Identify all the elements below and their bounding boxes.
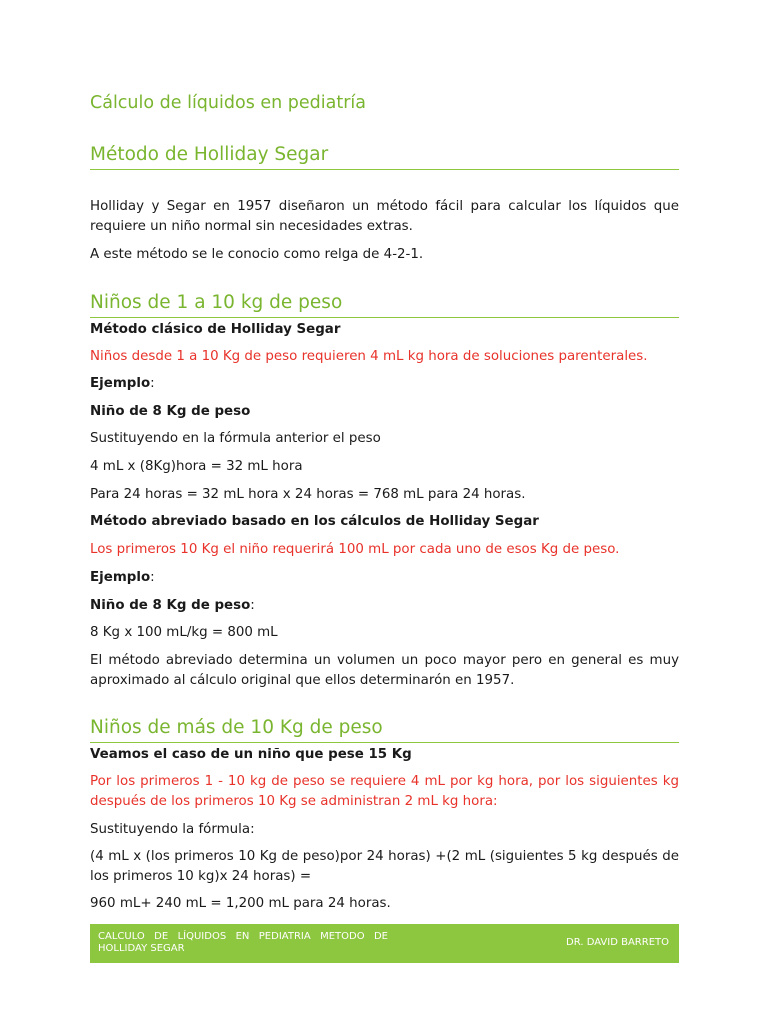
abbreviated-method-rule: Los primeros 10 Kg el niño requerirá 100 mL por cada uno de esos Kg de peso.: [90, 542, 620, 557]
abbreviated-method-title: Método abreviado basado en los cálculos de Holliday Segar: [90, 514, 539, 529]
over-10-kg-rule: Por los primeros 1 - 10 kg de peso se requiere 4 mL por kg hora, por los siguientes kg después de los primeros 10 Kg se administran 2 mL kg hora:: [90, 774, 679, 809]
example-step-3: Para 24 horas = 32 mL hora x 24 horas = 768 mL para 24 horas.: [90, 487, 526, 502]
section-heading-1-to-10-kg: Niños de 1 a 10 kg de peso: [90, 291, 679, 318]
case-15-kg-title: Veamos el caso de un niño que pese 15 Kg: [90, 747, 412, 762]
example-case-1: Niño de 8 Kg de peso: [90, 404, 251, 419]
example-label-text: Ejemplo: [90, 376, 151, 391]
page-footer: [90, 924, 679, 963]
example-label-2: Ejemplo:: [90, 570, 155, 585]
footer-author: DR. DAVID BARRETO: [566, 937, 669, 948]
section-heading-over-10-kg: Niños de más de 10 Kg de peso: [90, 716, 679, 743]
example-case-2: Niño de 8 Kg de peso:: [90, 598, 255, 613]
footer-document-title: CALCULO DE LÍQUIDOS EN PEDIATRIA METODO DE HOLLIDAY SEGAR: [98, 931, 388, 954]
example-label-1: Ejemplo:: [90, 376, 155, 391]
abbreviated-calculation: 8 Kg x 100 mL/kg = 800 mL: [90, 625, 278, 640]
formula-intro: Sustituyendo la fórmula:: [90, 822, 255, 837]
example-case-text: Niño de 8 Kg de peso: [90, 598, 251, 613]
example-step-2: 4 mL x (8Kg)hora = 32 mL hora: [90, 459, 303, 474]
rule-paragraph: A este método se le conocio como relga de 4-2-1.: [90, 247, 424, 262]
formula-expression: (4 mL x (los primeros 10 Kg de peso)por 24 horas) +(2 mL (siguientes 5 kg después de los primeros 10 kg)x 24 horas) =: [90, 849, 679, 884]
formula-result: 960 mL+ 240 mL = 1,200 mL para 24 horas.: [90, 896, 391, 911]
intro-paragraph: Holliday y Segar en 1957 diseñaron un método fácil para calcular los líquidos que requiere un niño normal sin necesidades extras.: [90, 199, 679, 234]
abbreviated-note: El método abreviado determina un volumen un poco mayor pero en general es muy aproximado al cálculo original que ellos determinarón en 1957.: [90, 653, 679, 688]
section-heading-holliday-segar: Método de Holliday Segar: [90, 143, 679, 170]
classic-method-rule: Niños desde 1 a 10 Kg de peso requieren 4 mL kg hora de soluciones parenterales.: [90, 349, 648, 364]
classic-method-title: Método clásico de Holliday Segar: [90, 322, 341, 337]
document-title: Cálculo de líquidos en pediatría: [90, 93, 367, 113]
example-label-text: Ejemplo: [90, 570, 151, 585]
example-step-1: Sustituyendo en la fórmula anterior el peso: [90, 431, 381, 446]
